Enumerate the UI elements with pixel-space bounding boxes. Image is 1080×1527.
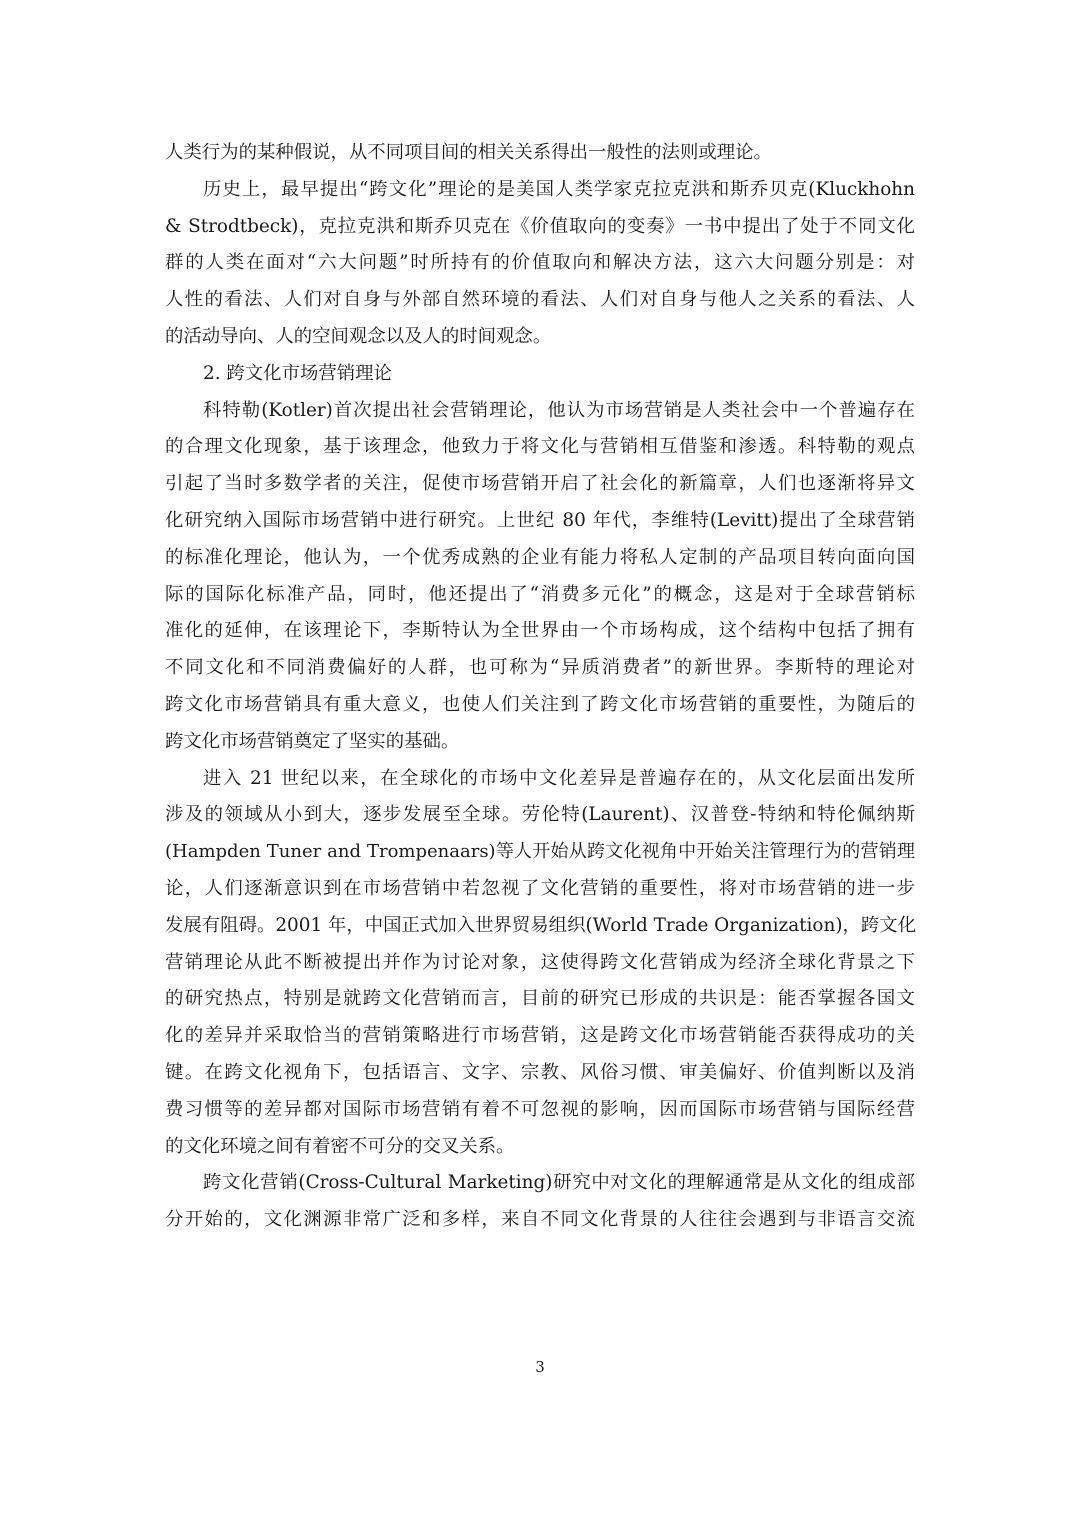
text-line: 历史上，最早提出“跨文化”理论的是美国人类学家克拉克洪和斯乔贝克(Kluckhohn xyxy=(203,178,915,200)
text-line: 准化的延伸，在该理论下，李斯特认为全世界由一个市场构成，这个结构中包括了拥有 xyxy=(165,620,915,642)
text-line: 的研究热点，特别是就跨文化营销而言，目前的研究已形成的共识是：能否掌握各国文 xyxy=(165,988,915,1010)
text-line: & Strodtbeck)，克拉克洪和斯乔贝克在《价值取向的变奏》一书中提出了处于不同文化 xyxy=(165,215,915,237)
text-line: 进入 21 世纪以来，在全球化的市场中文化差异是普遍存在的，从文化层面出发所 xyxy=(203,767,915,789)
text-line: 化研究纳入国际市场营销中进行研究。上世纪 80 年代，李维特(Levitt)提出了全球营销 xyxy=(165,509,915,531)
text-line: 的合理文化现象，基于该理念，他致力于将文化与营销相互借鉴和渗透。科特勒的观点 xyxy=(165,436,915,458)
text-line: 引起了当时多数学者的关注，促使市场营销开启了社会化的新篇章，人们也逐渐将异文 xyxy=(165,473,915,495)
text-line: 人类行为的某种假说，从不同项目间的相关关系得出一般性的法则或理论。 xyxy=(165,142,772,163)
text-line: 化的差异并采取恰当的营销策略进行市场营销，这是跨文化市场营销能否获得成功的关 xyxy=(165,1025,915,1047)
text-line: 键。在跨文化视角下，包括语言、文字、宗教、风俗习惯、审美偏好、价值判断以及消 xyxy=(165,1061,915,1083)
text-line: 跨文化市场营销奠定了坚实的基础。 xyxy=(165,730,460,752)
text-line: 论，人们逐渐意识到在市场营销中若忽视了文化营销的重要性，将对市场营销的进一步 xyxy=(165,877,915,899)
text-line: 跨文化市场营销具有重大意义，也使人们关注到了跨文化市场营销的重要性，为随后的 xyxy=(165,693,915,715)
text-line: 的标准化理论，他认为，一个优秀成熟的企业有能力将私人定制的产品项目转向面向国 xyxy=(165,546,915,568)
text-line: 分开始的，文化渊源非常广泛和多样，来自不同文化背景的人往往会遇到与非语言交流 xyxy=(165,1209,915,1231)
text-line: 不同文化和不同消费偏好的人群，也可称为“异质消费者”的新世界。李斯特的理论对 xyxy=(165,657,915,679)
section-heading: 2. 跨文化市场营销理论 xyxy=(203,362,392,384)
text-line: 科特勒(Kotler)首次提出社会营销理论，他认为市场营销是人类社会中一个普遍存在 xyxy=(203,399,915,421)
text-line: 际的国际化标准产品，同时，他还提出了“消费多元化”的概念，这是对于全球营销标 xyxy=(165,583,915,605)
text-line: 群的人类在面对“六大问题”时所持有的价值取向和解决方法，这六大问题分别是：对 xyxy=(165,252,915,274)
page-number: 3 xyxy=(535,1358,545,1376)
text-line: 人性的看法、人们对自身与外部自然环境的看法、人们对自身与他人之关系的看法、人 xyxy=(165,289,915,311)
body-text xyxy=(165,135,915,1239)
text-line: 的活动导向、人的空间观念以及人的时间观念。 xyxy=(165,325,552,347)
text-line: 费习惯等的差异都对国际市场营销有着不可忽视的影响，因而国际市场营销与国际经营 xyxy=(165,1098,915,1120)
text-line: 发展有阻碍。2001 年，中国正式加入世界贸易组织(World Trade Organization)，跨文化 xyxy=(165,914,917,936)
text-line: 涉及的领域从小到大，逐步发展至全球。劳伦特(Laurent)、汉普登-特纳和特伦佩纳斯 xyxy=(165,804,915,826)
text-line: 的文化环境之间有着密不可分的交叉关系。 xyxy=(165,1135,515,1157)
text-line: 跨文化营销(Cross-Cultural Marketing)研究中对文化的理解通常是从文化的组成部 xyxy=(203,1172,915,1194)
text-line: 营销理论从此不断被提出并作为讨论对象，这使得跨文化营销成为经济全球化背景之下 xyxy=(165,951,915,973)
text-line: (Hampden Tuner and Trompenaars)等人开始从跨文化视角中开始关注管理行为的营销理 xyxy=(165,841,915,863)
